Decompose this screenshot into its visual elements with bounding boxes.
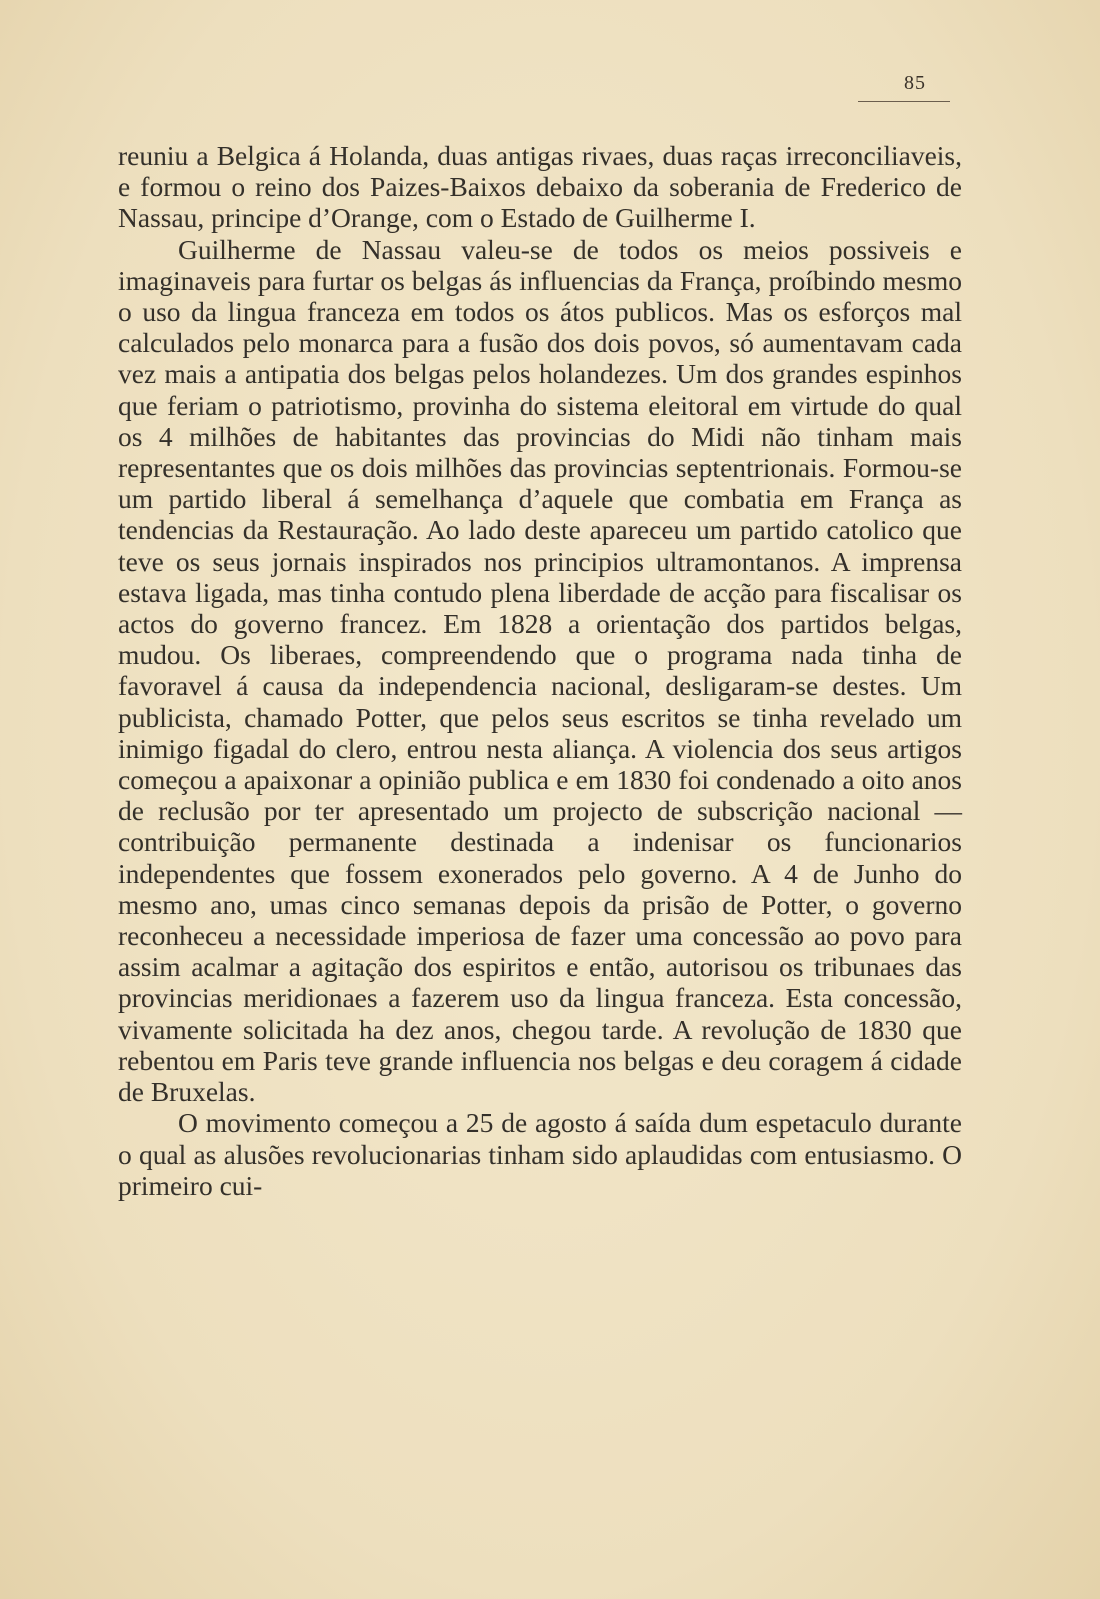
paragraph-3: O movimento começou a 25 de agosto á saída dum espetaculo durante o qual as alusões revolucionarias tinham sido aplaudidas com entusiasmo. O primeiro cui- [118,1107,962,1201]
paragraph-1: reuniu a Belgica á Holanda, duas antigas rivaes, duas raças irreconciliaveis, e formou o reino dos Paizes-Baixos debaixo da soberania de Frederico de Nassau, principe d’Orange, com o Estado de Guilherme I. [118,140,962,234]
page-number: 85 [904,72,926,94]
paragraph-2: Guilherme de Nassau valeu-se de todos os meios possiveis e imaginaveis para furtar os belgas ás influencias da França, proíbindo mesmo o uso da lingua franceza em todos os átos publicos. Mas os esforços mal calculados pelo monarca para a fusão dos dois povos, só aumentavam cada vez mais a antipatia dos belgas pelos holandezes. Um dos grandes espinhos que feriam o patriotismo, provinha do sistema eleitoral em virtude do qual os 4 milhões de habitantes das provincias do Midi não tinham mais representantes que os dois milhões das provincias septentrionais. Formou-se um partido liberal á semelhança d’aquele que combatia em França as tendencias da Restauração. Ao lado deste apareceu um partido catolico que teve os seus jornais inspirados nos principios ultramontanos. A imprensa estava ligada, mas tinha contudo plena liberdade de acção para fiscalisar os actos do governo francez. Em 1828 a orientação dos partidos belgas, mudou. Os liberaes, compreendendo que o programa nada tinha de favoravel á causa da independencia nacional, desligaram-se destes. Um publicista, chamado Potter, que pelos seus escritos se tinha revelado um inimigo figadal do clero, entrou nesta aliança. A violencia dos seus artigos começou a apaixonar a opinião publica e em 1830 foi condenado a oito anos de reclusão por ter apresentado um projecto de subscrição nacional — contribuição permanente destinada a indenisar os funcionarios independentes que fossem exonerados pelo governo. A 4 de Junho do mesmo ano, umas cinco semanas depois da prisão de Potter, o governo reconheceu a necessidade imperiosa de fazer uma concessão ao povo para assim acalmar a agitação dos espiritos e então, autorisou os tribunaes das provincias meridionaes a fazerem uso da lingua franceza. Esta concessão, vivamente solicitada ha dez anos, chegou tarde. A revolução de 1830 que rebentou em Paris teve grande influencia nos belgas e deu coragem á cidade de Bruxelas. [118,233,962,1108]
body-text [118,140,962,1201]
header-rule [858,101,950,102]
